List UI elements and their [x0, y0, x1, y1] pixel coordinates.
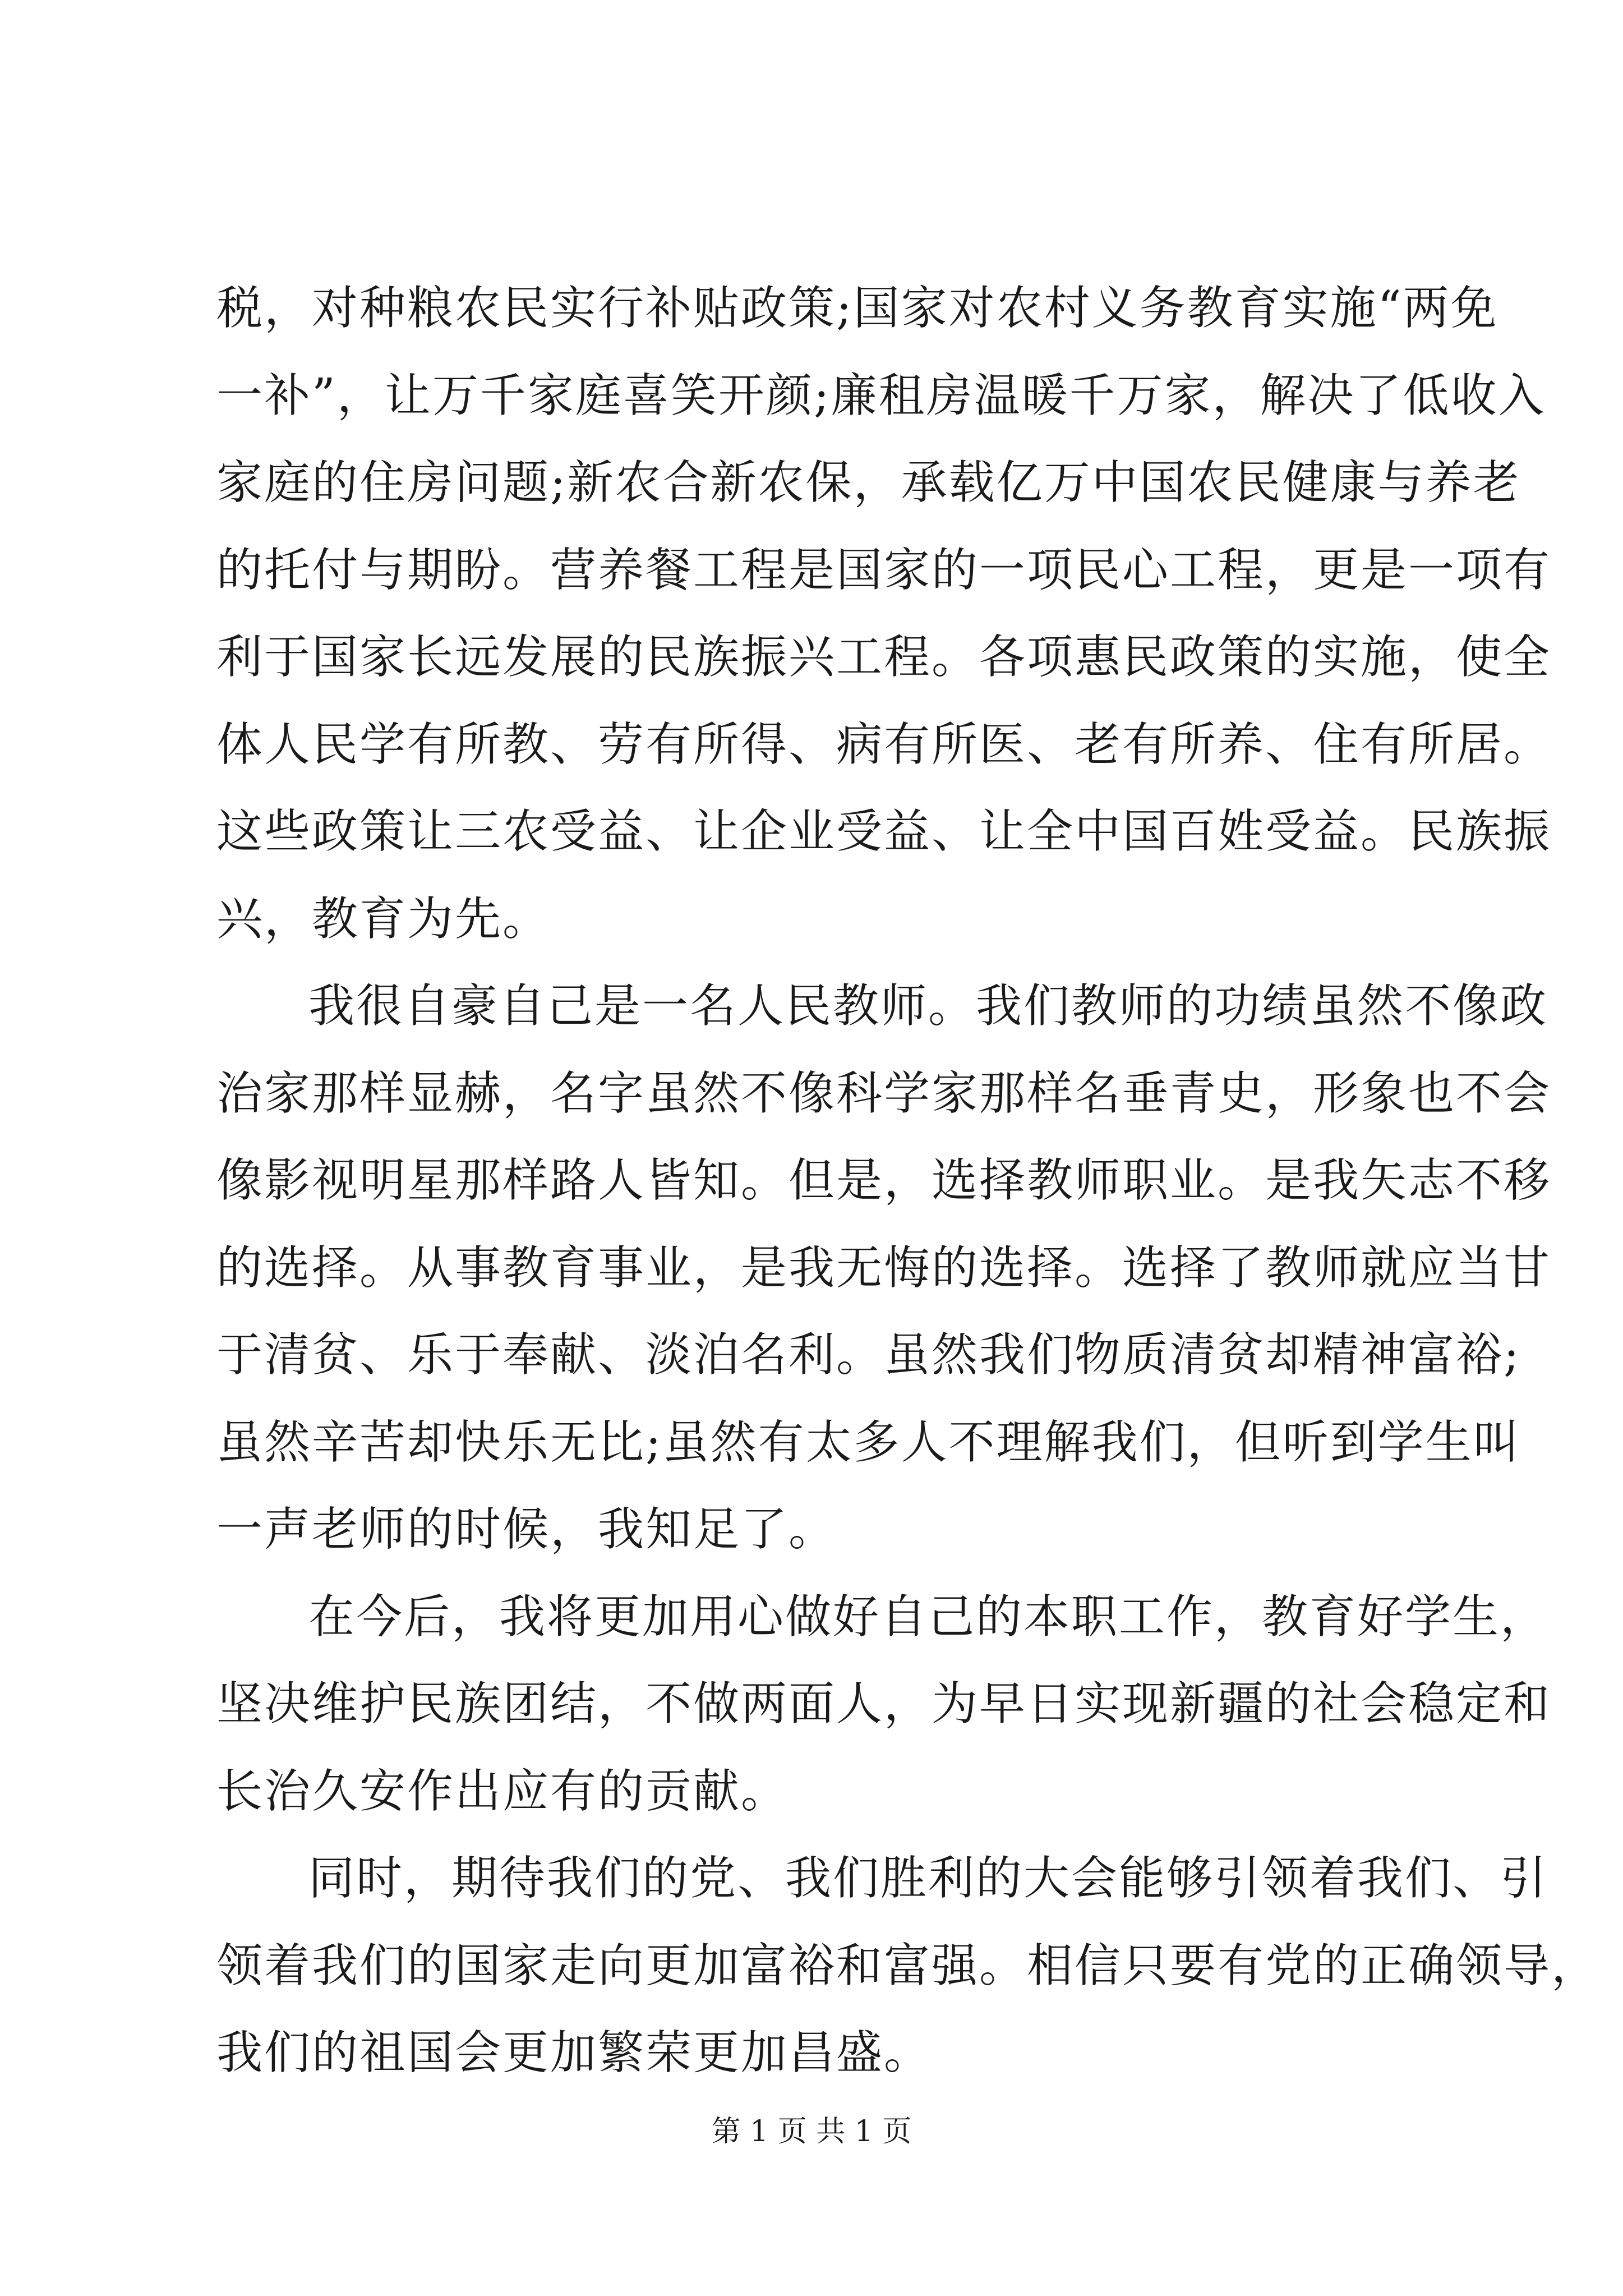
- paragraph-first-line: 同时，期待我们的党、我们胜利的大会能够引领着我们、引: [308, 1852, 1548, 1905]
- text-line: 一补”，让万千家庭喜笑开颜;廉租房温暖千万家，解决了低收入: [216, 369, 1546, 422]
- text-line: 家庭的住房问题;新农合新农保，承载亿万中国农民健康与养老: [216, 456, 1521, 509]
- text-line: 治家那样显赫，名字虽然不像科学家那样名垂青史，形象也不会: [216, 1067, 1552, 1120]
- paragraph-first-line: 我很自豪自己是一名人民教师。我们教师的功绩虽然不像政: [308, 979, 1548, 1033]
- text-line: 我们的祖国会更加繁荣更加昌盛。: [216, 2026, 932, 2079]
- text-line: 像影视明星那样路人皆知。但是，选择教师职业。是我矢志不移: [216, 1154, 1552, 1207]
- text-line: 税，对种粮农民实行补贴政策;国家对农村义务教育实施“两免: [216, 282, 1498, 335]
- text-line: 体人民学有所教、劳有所得、病有所医、老有所养、住有所居。: [216, 718, 1552, 771]
- text-line: 兴，教育为先。: [216, 892, 551, 946]
- text-line: 坚决维护民族团结，不做两面人，为早日实现新疆的社会稳定和: [216, 1677, 1552, 1731]
- text-line: 于清贫、乐于奉献、淡泊名利。虽然我们物质清贫却精神富裕;: [216, 1328, 1521, 1382]
- text-line: 领着我们的国家走向更加富裕和富强。相信只要有党的正确领导，: [216, 1939, 1599, 1993]
- text-line: 长治久安作出应有的贡献。: [216, 1765, 789, 1818]
- text-line: 的选择。从事教育事业，是我无悔的选择。选择了教师就应当甘: [216, 1241, 1552, 1295]
- page-footer: 第 1 页 共 1 页: [711, 2115, 912, 2148]
- text-line: 的托付与期盼。营养餐工程是国家的一项民心工程，更是一项有: [216, 544, 1552, 597]
- paragraph-first-line: 在今后，我将更加用心做好自己的本职工作，教育好学生，: [308, 1590, 1548, 1644]
- text-line: 利于国家长远发展的民族振兴工程。各项惠民政策的实施，使全: [216, 631, 1552, 684]
- text-line: 一声老师的时候，我知足了。: [216, 1503, 837, 1556]
- text-line: 这些政策让三农受益、让企业受益、让全中国百姓受益。民族振: [216, 805, 1552, 858]
- text-line: 虽然辛苦却快乐无比;虽然有太多人不理解我们，但听到学生叫: [216, 1416, 1521, 1469]
